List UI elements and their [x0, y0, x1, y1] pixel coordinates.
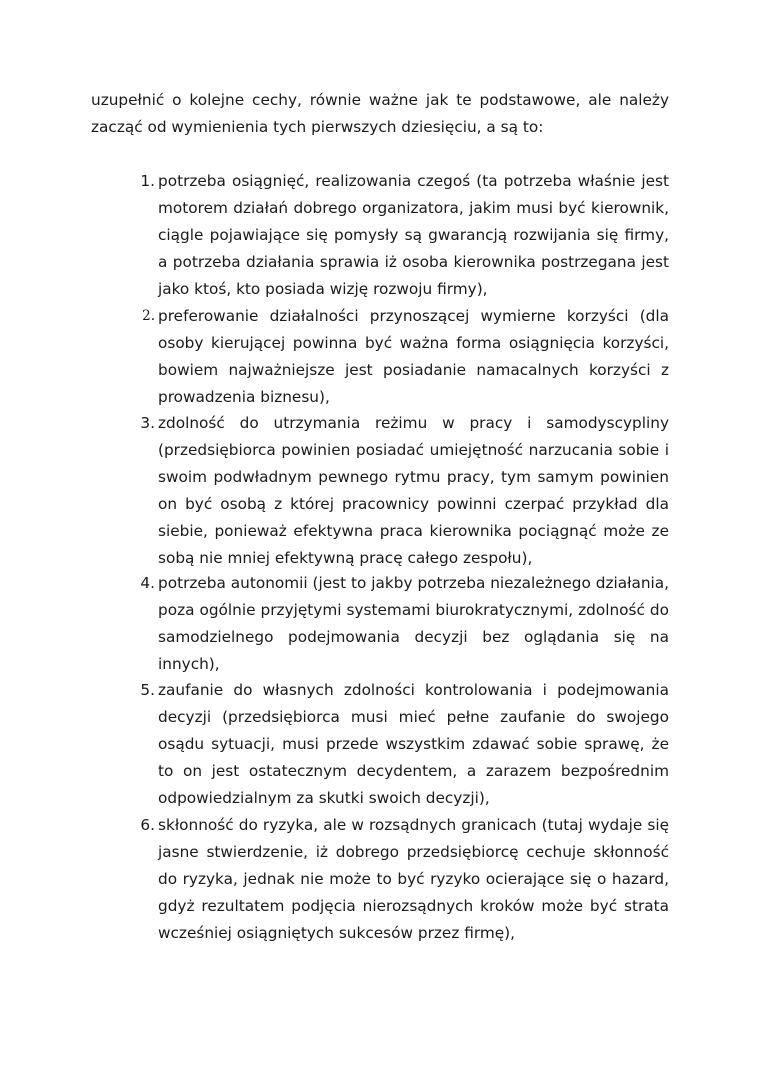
list-item-text: skłonność do ryzyka, ale w rozsądnych granicach (tutaj wydaje się jasne stwierdzenie, iż dobrego przedsiębiorcę cechuje skłonność do ryzyka, jednak nie może to być ryzyko ocierające się o hazard, gdyż rezultatem podjęcia nierozsądnych kroków może być strata wcześniej osiągniętych sukcesów przez firmę),: [158, 816, 669, 942]
list-item-text: preferowanie działalności przynoszącej wymierne korzyści (dla osoby kierującej powinna być ważna forma osiągnięcia korzyści, bowiem najważniejsze jest posiadanie namacalnych korzyści z prowadzenia biznesu),: [158, 307, 669, 406]
list-item-text: zaufanie do własnych zdolności kontrolowania i podejmowania decyzji (przedsiębiorca musi mieć pełne zaufanie do swojego osądu sytuacji, musi przede wszystkim zdawać sobie sprawę, że to on jest ostatecznym decydentem, a zarazem bezpośrednim odpowiedzialnym za skutki swoich decyzji),: [158, 681, 669, 807]
list-item-number: 3.: [140, 414, 155, 432]
list-item-number: 5.: [140, 681, 155, 699]
list-item-text: zdolność do utrzymania reżimu w pracy i samodyscypliny (przedsiębiorca powinien posiadać umiejętność narzucania sobie i swoim podwładnym pewnego rytmu pracy, tym samym powinien on być osobą z której pracownicy powinni czerpać przykład dla siebie, ponieważ efektywna praca kierownika pociągnąć może ze sobą nie mniej efektywną pracę całego zespołu),: [158, 414, 669, 567]
intro-paragraph: uzupełnić o kolejne cechy, równie ważne jak te podstawowe, ale należy zacząć od wymienienia tych pierwszych dziesięciu, a są to:: [91, 91, 669, 136]
list-item-number: 2.: [142, 308, 155, 324]
list-item-number: 6.: [140, 816, 155, 834]
list-item-number: 4.: [140, 574, 155, 592]
list-item-number: 1.: [140, 172, 155, 190]
list-item-text: potrzeba autonomii (jest to jakby potrzeba niezależnego działania, poza ogólnie przyjętymi systemami biurokratycznymi, zdolność do samodzielnego podejmowania decyzji bez oglądania się na innych),: [158, 574, 669, 673]
list-item-text: potrzeba osiągnięć, realizowania czegoś (ta potrzeba właśnie jest motorem działań dobrego organizatora, jakim musi być kierownik, ciągle pojawiające się pomysły są gwarancją rozwijania się firmy, a potrzeba działania sprawia iż osoba kierownika postrzegana jest jako ktoś, kto posiada wizję rozwoju firmy),: [158, 172, 669, 298]
